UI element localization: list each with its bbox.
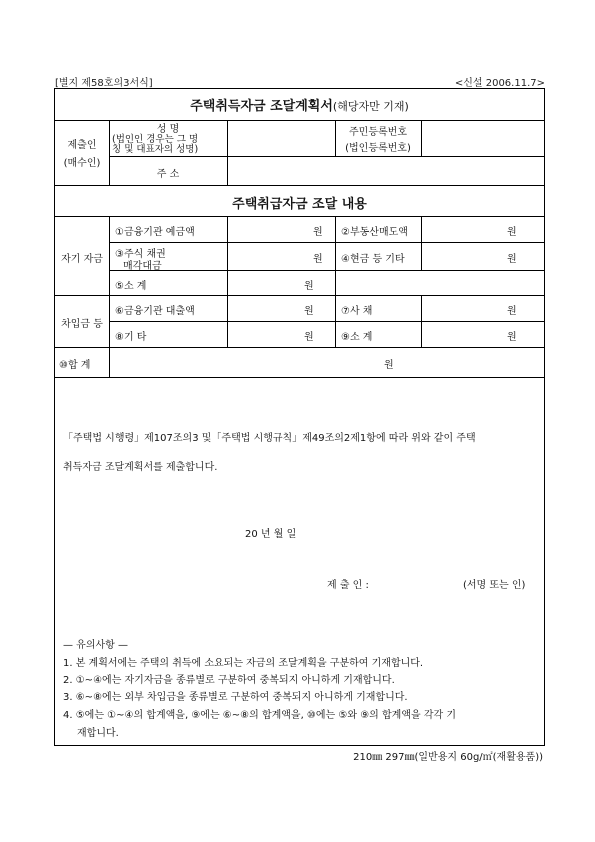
private-loan-field[interactable] [422, 296, 502, 320]
borrowed-subtotal-unit: 원 [507, 332, 517, 343]
statement-line-2: 취득자금 조달계획서를 제출합니다. [63, 462, 218, 473]
form-header [55, 74, 545, 89]
id-number-field[interactable] [422, 121, 543, 155]
signer-field[interactable] [379, 573, 459, 589]
form-frame [54, 88, 545, 746]
bank-loan-field[interactable] [228, 296, 298, 320]
submitter-label: 제출인 [67, 140, 97, 151]
note-4-line-1: 4. ⑤에는 ①~④의 합계액을, ⑨에는 ⑥~⑧의 합계액을, ⑩에는 ⑤와 ⑨의 합계액을 각각 기 [63, 710, 456, 721]
real-estate-sale-unit: 원 [507, 227, 517, 238]
total-amount-field[interactable] [110, 348, 378, 376]
address-field[interactable] [228, 157, 543, 184]
borrowed-subtotal-label: ⑨소 계 [341, 332, 373, 343]
other-borrowing-field[interactable] [228, 322, 298, 346]
own-subtotal-unit: 원 [304, 281, 314, 292]
deposit-label: ①금융기관 예금액 [115, 227, 195, 238]
address-label: 주 소 [156, 169, 180, 180]
other-borrowing-label: ⑧기 타 [115, 332, 147, 343]
bank-loan-unit: 원 [304, 306, 314, 317]
private-loan-label: ⑦사 채 [341, 306, 373, 317]
note-1: 1. 본 계획서에는 주택의 취득에 소요되는 자금의 조달계획을 구분하여 기재합니다. [63, 658, 424, 669]
name-note-2: 칭 및 대표자의 성명) [112, 144, 199, 155]
statement-line-1: 「주택법 시행령」제107조의3 및「주택법 시행규칙」제49조의2제1항에 따라 위와 같이 주택 [63, 433, 476, 444]
form-title-sub: (해당자만 기재) [332, 100, 409, 113]
revision-note: <신설 2006.11.7> [454, 78, 545, 89]
id-number-label: 주민등록번호 [349, 127, 407, 138]
note-3: 3. ⑥~⑧에는 외부 차입금을 종류별로 구분하여 중복되지 아니하게 기재합니다. [63, 692, 408, 703]
total-label: ⑩합 계 [59, 360, 91, 371]
private-loan-unit: 원 [507, 306, 517, 317]
form-title-main: 주택취득자금 조달계획서 [190, 99, 333, 114]
stocks-unit: 원 [313, 254, 323, 265]
section-title: 주택취급자금 조달 내용 [232, 197, 367, 212]
name-field[interactable] [228, 121, 334, 155]
deposit-amount-field[interactable] [228, 217, 308, 241]
cash-other-label: ④현금 등 기타 [341, 254, 405, 265]
stocks-label: ③주식 채권 [115, 249, 166, 260]
note-2: 2. ①~④에는 자기자금을 종류별로 구분하여 중복되지 아니하게 기재합니다. [63, 675, 395, 686]
form-id: [별지 제58호의3서식] [55, 78, 153, 89]
name-label: 성 명 [156, 124, 180, 135]
borrowed-label: 차입금 등 [61, 319, 103, 330]
signer-label: 제 출 인 : [327, 580, 369, 591]
borrowed-subtotal-field[interactable] [422, 322, 502, 346]
cash-other-field[interactable] [422, 243, 502, 269]
note-4-line-2: 재합니다. [77, 728, 119, 739]
deposit-unit: 원 [313, 227, 323, 238]
stocks-label-2: 매각대금 [123, 261, 162, 272]
other-borrowing-unit: 원 [304, 332, 314, 343]
bank-loan-label: ⑥금융기관 대출액 [115, 306, 195, 317]
real-estate-sale-label: ②부동산매도액 [341, 227, 408, 238]
own-funds-label: 자기 자금 [61, 254, 103, 265]
paper-spec-footer: 210㎜ 297㎜(일반용지 60g/㎡(재활용품)) [353, 752, 543, 763]
form-title [55, 95, 544, 114]
own-subtotal-label: ⑤소 계 [115, 281, 147, 292]
notes-heading: — 유의사항 — [63, 640, 128, 651]
cash-other-unit: 원 [507, 254, 517, 265]
total-unit: 원 [384, 360, 394, 371]
buyer-label: (매수인) [63, 158, 101, 169]
corp-id-label: (법인등록번호) [345, 143, 411, 154]
stocks-amount-field[interactable] [228, 243, 308, 269]
name-note-1: (법인인 경우는 그 명 [112, 134, 199, 145]
date-line: 20 년 월 일 [245, 529, 297, 540]
real-estate-sale-field[interactable] [422, 217, 502, 241]
own-subtotal-field[interactable] [228, 271, 298, 294]
signature-note: (서명 또는 인) [463, 580, 526, 591]
